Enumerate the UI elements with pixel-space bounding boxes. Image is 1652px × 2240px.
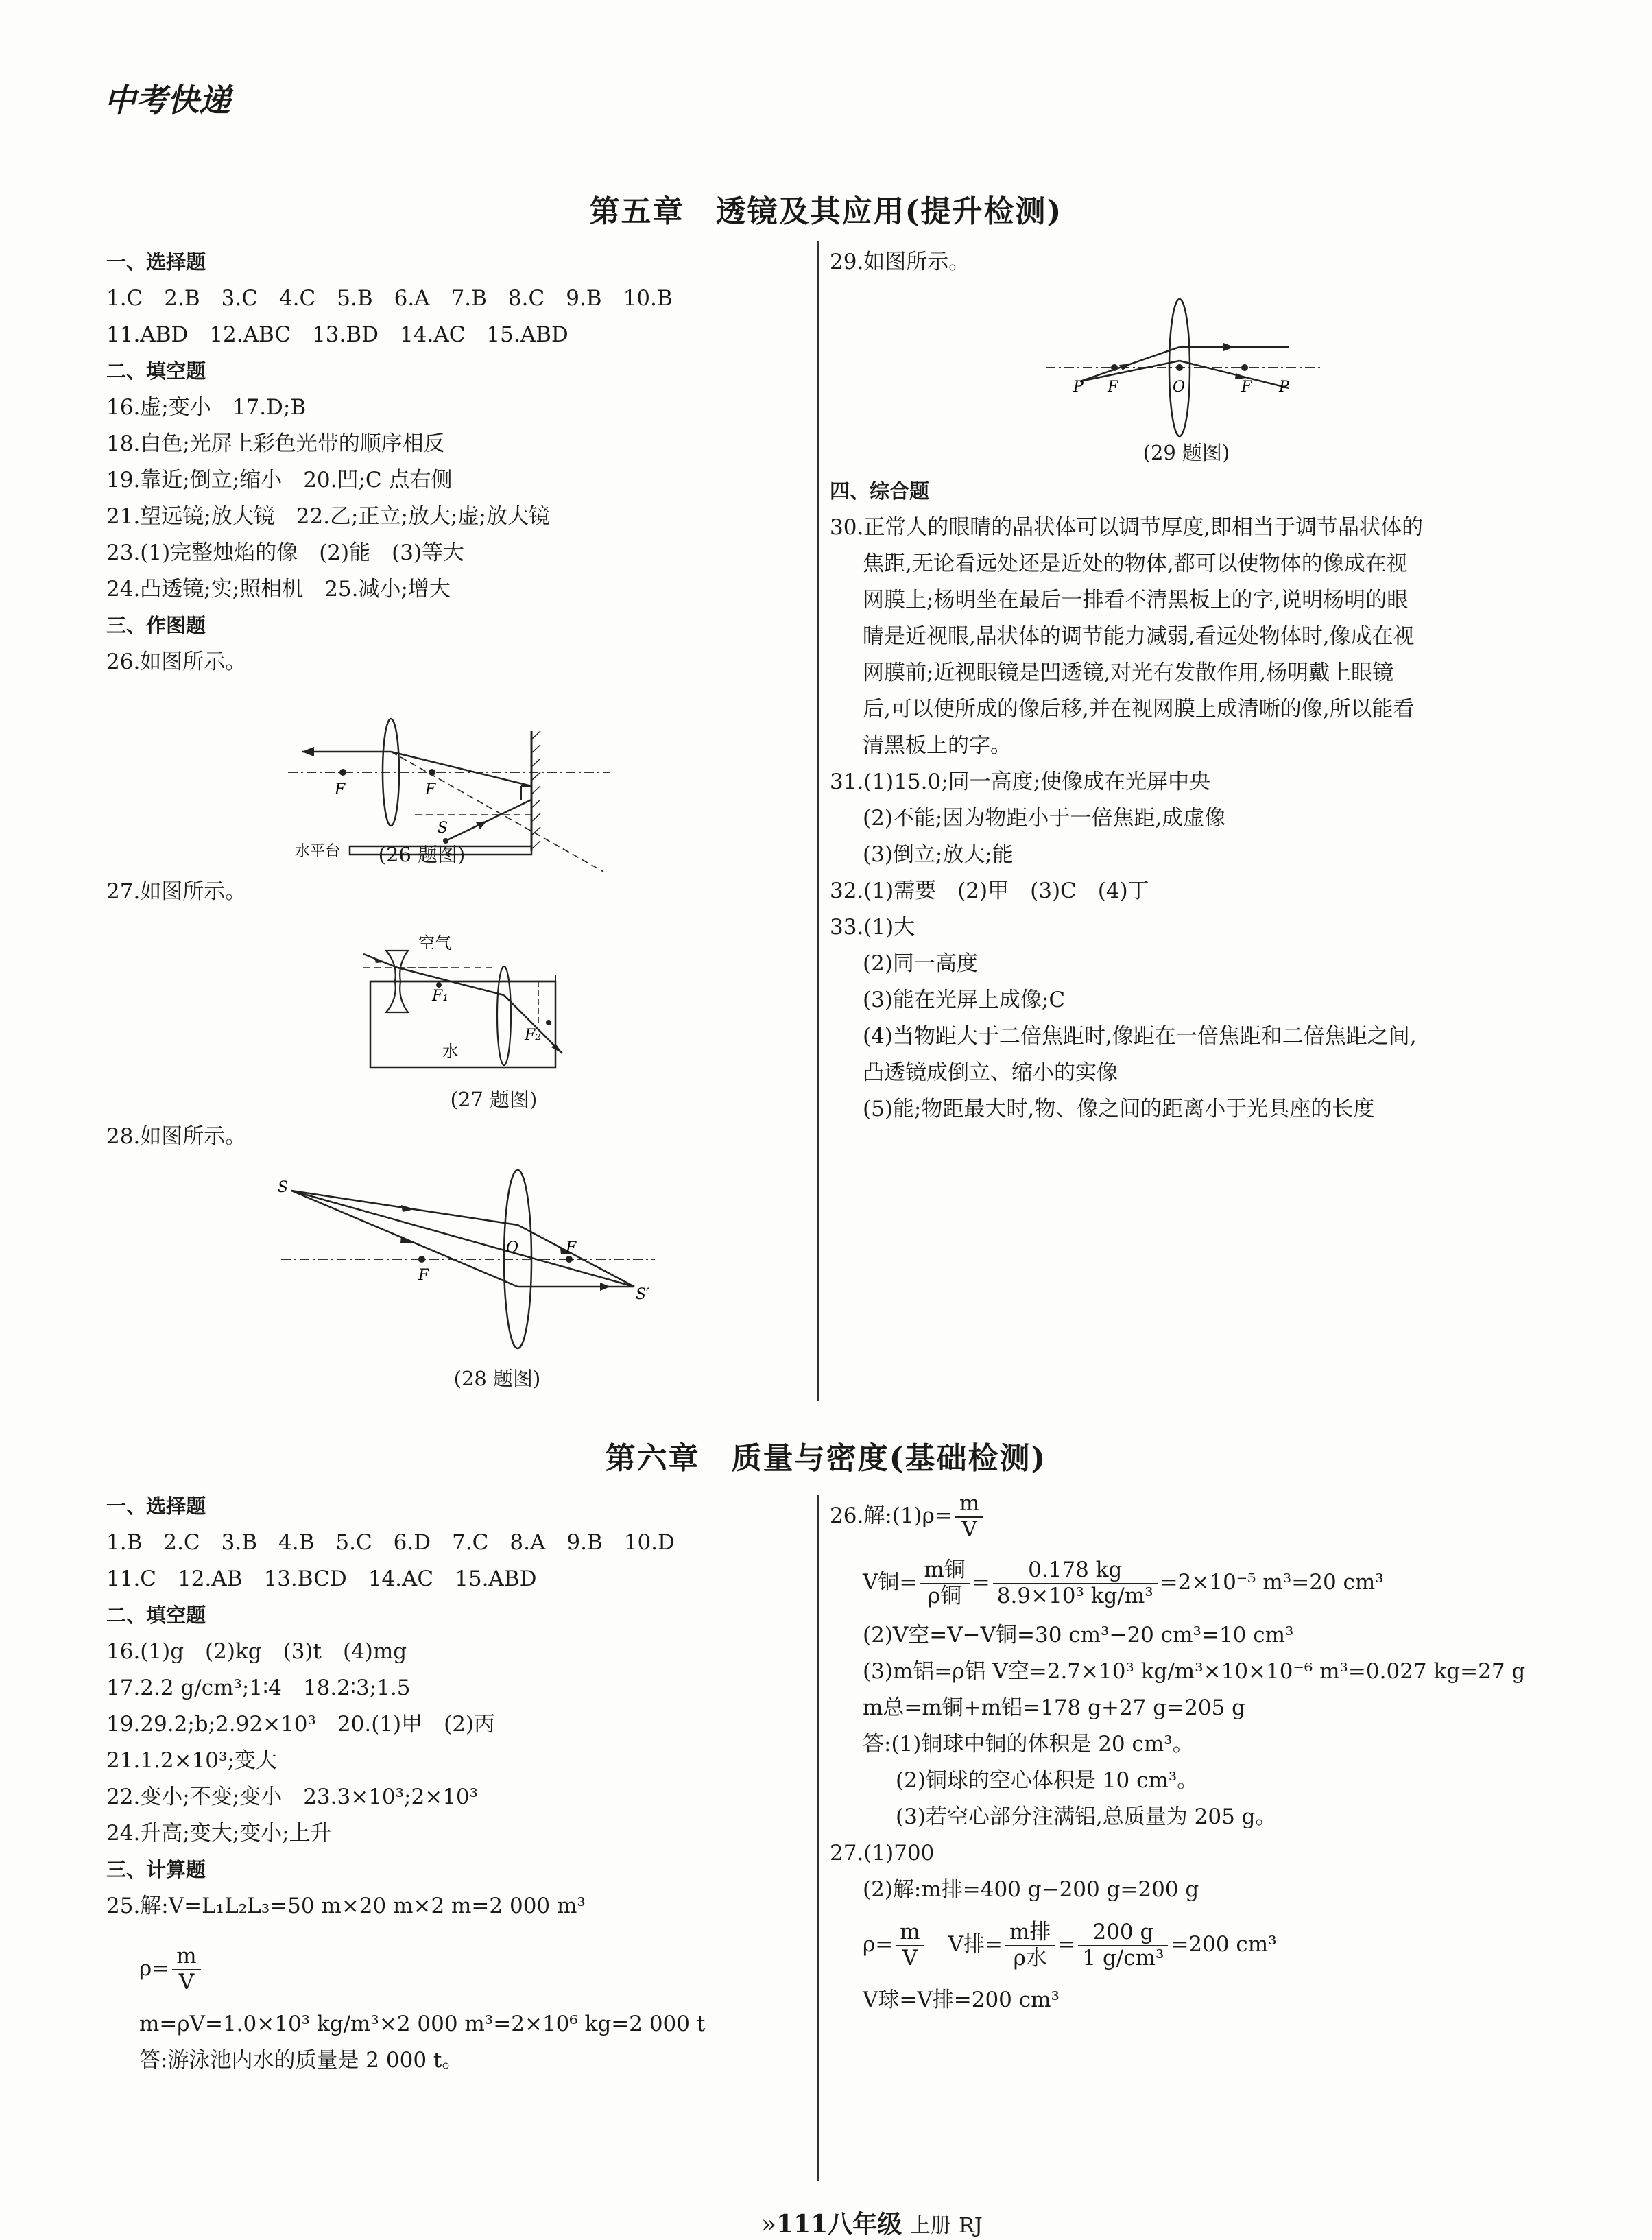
fig29-label-o: O: [1173, 379, 1186, 396]
ch6-right-column: [830, 1488, 1526, 2012]
v-displaced-result: =200 cm³: [1171, 1932, 1277, 1957]
fig28-label-f-right: F: [566, 1239, 577, 1256]
caption-26: (26 题图): [378, 843, 466, 866]
ch5-left-column: [106, 244, 792, 1390]
section-heading: 一、选择题: [106, 1494, 206, 1518]
answer-line: 16.(1)g (2)kg (3)t (4)mg: [106, 1639, 407, 1664]
column-divider-ch5: [817, 241, 819, 1401]
q28: 28.如图所示。: [106, 1124, 247, 1149]
answer-line: 1.C 2.B 3.C 4.C 5.B 6.A 7.B 8.C 9.B 10.B: [106, 286, 673, 311]
rho-eq: ρ=: [863, 1932, 894, 1957]
frac-den: ρ水: [1013, 1945, 1047, 1970]
answer-line: 33.(1)大: [830, 915, 915, 940]
answer-line: (2)解:m排=400 g−200 g=200 g: [863, 1877, 1199, 1902]
answer-line: 30.正常人的眼睛的晶状体可以调节厚度,即相当于调节晶状体的: [830, 515, 1424, 540]
grade-label: 八年级: [828, 2210, 902, 2239]
answer-line: (2)同一高度: [863, 951, 978, 976]
ch6-rho-formula: [139, 1941, 204, 1996]
fig28-label-s: S: [278, 1179, 289, 1196]
answer-line: (3)m铝=ρ铝 V空=2.7×10³ kg/m³×10×10⁻⁶ m³=0.027 kg=27 g: [863, 1659, 1526, 1684]
frac-num: m: [172, 1944, 200, 1970]
answer-line: 焦距,无论看远处还是近处的物体,都可以使物体的像成在视: [863, 551, 1408, 576]
frac-den: ρ铜: [927, 1583, 962, 1608]
q26-volume-copper: [863, 1551, 1384, 1613]
q27-ball-volume: V球=V排=200 cm³: [863, 1988, 1060, 2012]
chapter-6-title: 第六章 质量与密度(基础检测): [605, 1441, 1047, 1476]
answer-line: 24.凸透镜;实;照相机 25.减小;增大: [106, 577, 451, 601]
answer-line: (4)当物距大于二倍焦距时,像距在一倍焦距和二倍焦距之间,: [863, 1024, 1417, 1049]
answer-line: 17.2.2 g/cm³;1∶4 18.2∶3;1.5: [106, 1676, 411, 1700]
answer-line: 清黑板上的字。: [863, 733, 1011, 758]
frac-den: V: [902, 1945, 918, 1970]
page-number: 111: [776, 2210, 828, 2239]
q27: 27.如图所示。: [106, 879, 247, 904]
section-heading: 三、计算题: [106, 1858, 206, 1881]
section-heading: 一、选择题: [106, 250, 206, 274]
chapter-5-title: 第五章 透镜及其应用(提升检测): [589, 194, 1063, 229]
v-copper-eq: V铜=: [863, 1570, 918, 1595]
section-heading: 二、填空题: [106, 359, 206, 383]
frac-den: V: [961, 1516, 977, 1542]
v-displaced-eq: V排=: [948, 1932, 1003, 1957]
answer-line: 后,可以使所成的像后移,并在视网膜上成清晰的像,所以能看: [863, 697, 1415, 722]
q26-prefix: 26.解:(1)ρ=: [830, 1503, 953, 1528]
answer-line: 18.白色;光屏上彩色光带的顺序相反: [106, 431, 445, 456]
answer-line: 26.如图所示。: [106, 650, 247, 674]
fig27-label-air: 空气: [418, 933, 451, 953]
answer-line: 答:(1)铜球中铜的体积是 20 cm³。: [863, 1732, 1194, 1756]
fig28-label-f-left: F: [418, 1267, 429, 1284]
answer-line: (3)能在光屏上成像;C: [863, 988, 1066, 1012]
figure-29: [1042, 292, 1330, 443]
answer-line: 24.升高;变大;变小;上升: [106, 1821, 332, 1846]
fig28-label-s-prime: S′: [636, 1286, 650, 1303]
answer-line: 21.1.2×10³;变大: [106, 1748, 277, 1773]
answer-line: 网膜上;杨明坐在最后一排看不清黑板上的字,说明杨明的眼: [863, 588, 1409, 612]
answer-line: 11.ABD 12.ABC 13.BD 14.AC 15.ABD: [106, 322, 568, 347]
edition-label: RJ: [959, 2214, 983, 2238]
rho-eq: ρ=: [139, 1956, 170, 1981]
figure-27: [357, 913, 645, 1071]
answer-line: (2)V空=V−V铜=30 cm³−20 cm³=10 cm³: [863, 1623, 1294, 1647]
figure-28: [278, 1149, 662, 1348]
answer-line: 睛是近视眼,晶状体的调节能力减弱,看远处物体时,像成在视: [863, 624, 1415, 649]
frac-den: 8.9×10³ kg/m³: [996, 1583, 1153, 1608]
frac-den: 1 g/cm³: [1082, 1945, 1164, 1970]
frac-num: m铜: [920, 1558, 969, 1584]
section-heading: 二、填空题: [106, 1604, 206, 1627]
answer-line: (5)能;物距最大时,物、像之间的距离小于光具座的长度: [863, 1097, 1375, 1121]
section-heading: 四、综合题: [830, 479, 930, 503]
fig26-label-platform: 水平台: [295, 843, 341, 860]
answer-line: 19.靠近;倒立;缩小 20.凹;C 点右侧: [106, 468, 453, 492]
ch6-mass-result: m=ρV=1.0×10³ kg/m³×2 000 m³=2×10⁶ kg=2 000 t: [139, 2012, 706, 2036]
answer-line: 11.C 12.AB 13.BCD 14.AC 15.ABD: [106, 1566, 537, 1591]
volume-label: 上册: [909, 2214, 951, 2238]
answer-line: 1.B 2.C 3.B 4.B 5.C 6.D 7.C 8.A 9.B 10.D: [106, 1530, 675, 1555]
section-heading: 三、作图题: [106, 614, 206, 637]
answer-line: (2)不能;因为物距小于一倍焦距,成虚像: [863, 806, 1226, 831]
v-copper-result: =2×10⁻⁵ m³=20 cm³: [1160, 1570, 1384, 1595]
answer-line: 16.虚;变小 17.D;B: [106, 395, 307, 420]
frac-num: m排: [1005, 1920, 1055, 1946]
answer-line: 31.(1)15.0;同一高度;使像成在光屏中央: [830, 770, 1211, 794]
answer-line: (3)倒立;放大;能: [863, 842, 1014, 867]
frac-num: m: [955, 1492, 983, 1518]
fig26-label-f-right: F: [425, 781, 436, 798]
fig27-label-water: 水: [442, 1042, 459, 1061]
equals: =: [1057, 1932, 1076, 1957]
q29: 29.如图所示。: [830, 250, 970, 274]
q27-buoyancy-formula: [863, 1914, 1277, 1975]
answer-line: (2)铜球的空心体积是 10 cm³。: [896, 1768, 1199, 1793]
fig29-label-f-left: F: [1108, 379, 1118, 396]
page-footer: [761, 2205, 983, 2240]
answer-line: 19.29.2;b;2.92×10³ 20.(1)甲 (2)丙: [106, 1712, 496, 1737]
ch6-left-column: [106, 1488, 792, 2073]
answer-line: m总=m铜+m铝=178 g+27 g=205 g: [863, 1695, 1245, 1720]
ch5-right-column: [830, 244, 1516, 1121]
brand-title: 中考快递: [104, 82, 230, 119]
answer-line: 22.变小;不变;变小 23.3×10³;2×10³: [106, 1785, 479, 1809]
answer-line: 23.(1)完整烛焰的像 (2)能 (3)等大: [106, 540, 465, 565]
fig26-label-f-left: F: [335, 781, 346, 798]
fig29-label-f-right: F: [1241, 379, 1252, 396]
caption-28: (28 题图): [453, 1367, 541, 1390]
answer-line: 27.(1)700: [830, 1841, 935, 1866]
frac-num: 0.178 kg: [993, 1558, 1158, 1584]
answer-line: 网膜前;近视眼镜是凹透镜,对光有发散作用,杨明戴上眼镜: [863, 660, 1394, 685]
fig27-label-f1: F₁: [432, 988, 449, 1005]
frac-num: 200 g: [1078, 1920, 1168, 1946]
ch6-q25-answer: 答:游泳池内水的质量是 2 000 t。: [139, 2048, 464, 2073]
fig28-label-o: O: [506, 1239, 519, 1256]
answer-line: 32.(1)需要 (2)甲 (3)C (4)丁: [830, 879, 1149, 903]
caption-29: (29 题图): [1142, 441, 1230, 464]
footer-arrow: »: [761, 2211, 777, 2239]
answer-line: (3)若空心部分注满铝,总质量为 205 g。: [896, 1804, 1277, 1829]
fig26-label-s: S: [438, 820, 448, 837]
column-divider-ch6: [817, 1495, 819, 2181]
answer-line: 25.解:V=L₁L₂L₃=50 m×20 m×2 m=2 000 m³: [106, 1894, 586, 1918]
answer-line: 21.望远镜;放大镜 22.乙;正立;放大;虚;放大镜: [106, 504, 550, 529]
fig29-label-p-left: P: [1073, 379, 1084, 396]
frac-num: m: [896, 1920, 924, 1946]
answer-line: 凸透镜成倒立、缩小的实像: [863, 1060, 1118, 1085]
q26-rho: [830, 1488, 1516, 1543]
fig27-label-f2: F₂: [525, 1027, 542, 1044]
frac-den: V: [178, 1969, 195, 1994]
fig29-label-p-right: P: [1279, 379, 1289, 396]
caption-27: (27 题图): [450, 1088, 538, 1111]
equals: =: [972, 1570, 990, 1595]
